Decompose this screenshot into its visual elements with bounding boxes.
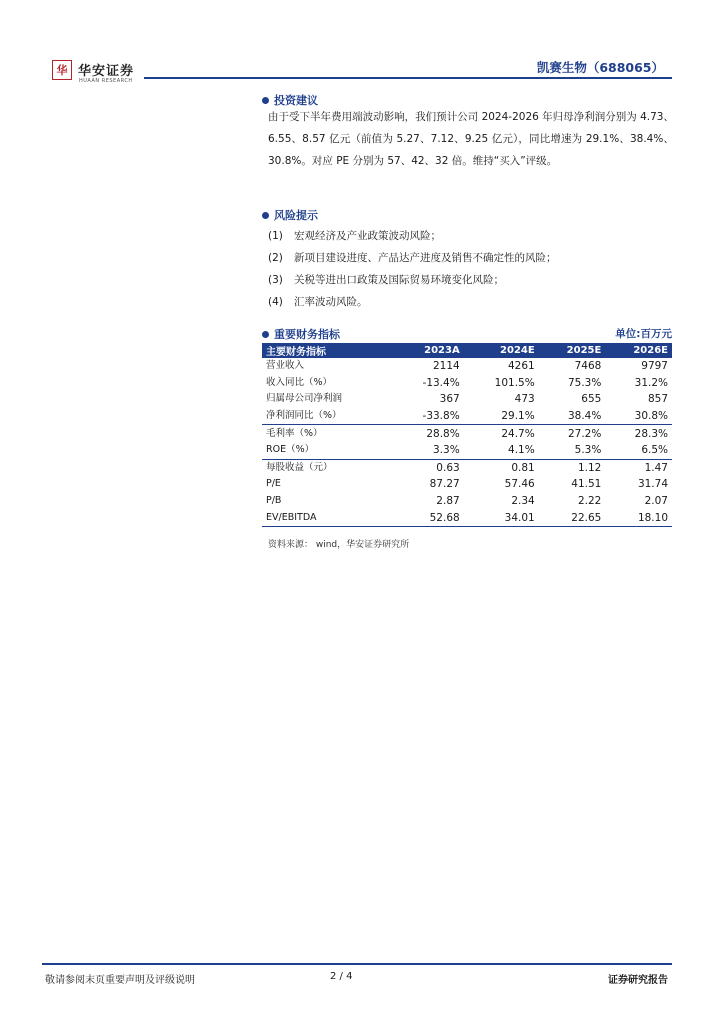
table-cell: 18.10 [605, 509, 672, 526]
table-cell: 38.4% [539, 408, 606, 425]
risk-text: 宏观经济及产业政策波动风险； [294, 230, 441, 242]
risk-title-text: 风险提示 [274, 209, 318, 222]
table-cell: 87.27 [429, 478, 460, 491]
table-cell: 2.22 [577, 495, 602, 508]
table-cell: 2.87 [436, 495, 460, 508]
table-row [262, 476, 672, 493]
table-cell: 0.63 [436, 461, 460, 474]
list-item [268, 225, 674, 247]
logo-subtext: HUAAN RESEARCH [79, 78, 133, 84]
table-cell: 28.8% [426, 427, 460, 440]
investment-title-text: 投资建议 [274, 94, 318, 107]
column-header: 2026E [605, 343, 672, 358]
table-cell: 22.65 [539, 509, 606, 526]
table-row [262, 358, 672, 375]
list-item [268, 269, 674, 291]
row-label: 每股收益（元） [266, 461, 333, 473]
column-header: 主要财务指标 [262, 343, 393, 358]
table-cell: 9797 [641, 360, 668, 373]
column-header: 2025E [539, 343, 606, 358]
table-cell: 655 [581, 393, 602, 406]
risk-list [268, 225, 674, 313]
page-number: 2 / 4 [330, 971, 353, 982]
table-cell: 3.3% [393, 442, 464, 459]
table-cell: 28.3% [634, 427, 668, 440]
risk-text: 新项目建设进度、产品达产进度及销售不确定性的风险； [294, 252, 557, 264]
list-item [268, 247, 674, 269]
risk-number: (4) [268, 296, 283, 308]
bullet-icon [262, 97, 269, 104]
table-cell: 0.81 [511, 461, 535, 474]
table-cell: 4261 [507, 360, 535, 373]
table-cell: 1.47 [644, 461, 668, 474]
row-label: 收入同比（%） [266, 376, 333, 388]
table-row [262, 442, 672, 459]
row-label: 营业收入 [266, 360, 305, 372]
table-row [262, 493, 672, 510]
table-row [262, 408, 672, 425]
table-cell: 4.1% [464, 442, 539, 459]
table-cell: 57.46 [504, 478, 535, 491]
column-header: 2023A [393, 343, 464, 358]
table-row [262, 375, 672, 392]
table-row [262, 425, 672, 442]
table-cell: 7468 [574, 360, 602, 373]
bullet-icon [262, 212, 269, 219]
table-cell: 1.12 [577, 461, 602, 474]
table-cell: 34.01 [464, 509, 539, 526]
table-cell: -13.4% [422, 376, 460, 389]
table-cell: 75.3% [567, 376, 602, 389]
list-item [268, 291, 674, 313]
unit-label: 单位:百万元 [615, 328, 672, 340]
table-cell: 5.3% [539, 442, 606, 459]
risk-section-title [262, 207, 318, 223]
row-label: 毛利率（%） [266, 427, 323, 439]
company-title: 凯赛生物（688065） [536, 60, 664, 75]
report-type: 证券研究报告 [608, 975, 668, 986]
row-label: 净利润同比（%） [262, 408, 393, 425]
footer-divider [42, 963, 672, 965]
column-header: 2024E [464, 343, 539, 358]
risk-number: (3) [268, 274, 283, 286]
row-label: 归属母公司净利润 [266, 393, 343, 405]
row-label: EV/EBITDA [262, 509, 393, 526]
disclaimer-note: 敬请参阅末页重要声明及评级说明 [45, 975, 195, 986]
investment-paragraph: 由于受下半年费用端波动影响，我们预计公司 2024-2026 年归母净利润分别为 4.73、6.55、8.57 亿元（前值为 5.27、7.12、9.25 亿元），同比增速为 29.1%、38.4%、30.8%。对应 PE 分别为 57、42、32 倍。维持“买入”评级。 [268, 111, 674, 167]
table-cell: -33.8% [393, 408, 464, 425]
table-cell: 367 [439, 393, 460, 406]
table-cell: 857 [647, 393, 668, 406]
table-cell: 27.2% [567, 427, 602, 440]
table-cell: 2.07 [644, 495, 668, 508]
table-row [262, 509, 672, 526]
header-divider [144, 77, 672, 79]
table-row [262, 459, 672, 476]
risk-number: (1) [268, 230, 283, 242]
page-header [52, 58, 672, 88]
table-cell: 30.8% [605, 408, 672, 425]
logo-text: 华安证券 [78, 64, 135, 79]
table-cell: 29.1% [464, 408, 539, 425]
table-cell: 2.34 [511, 495, 535, 508]
row-label: P/B [266, 495, 282, 507]
financial-table [262, 343, 672, 527]
table-header-row [262, 343, 672, 358]
table-cell: 101.5% [494, 376, 535, 389]
table-cell: 31.74 [637, 478, 668, 491]
risk-number: (2) [268, 252, 283, 264]
logo-icon: 华 [52, 60, 72, 80]
row-label: ROE（%） [262, 442, 393, 459]
table-cell: 473 [514, 393, 535, 406]
table-cell: 41.51 [571, 478, 602, 491]
table-cell: 31.2% [634, 376, 668, 389]
table-cell: 2114 [432, 360, 460, 373]
table-cell: 24.7% [501, 427, 535, 440]
table-cell: 52.68 [393, 509, 464, 526]
table-cell: 6.5% [605, 442, 672, 459]
source-note: 资料来源： wind，华安证券研究所 [268, 540, 410, 550]
row-label: P/E [266, 478, 281, 490]
risk-text: 汇率波动风险。 [294, 296, 368, 308]
financials-header [262, 326, 672, 340]
table-row [262, 391, 672, 408]
financials-title-text: 重要财务指标 [274, 328, 340, 341]
risk-text: 关税等进出口政策及国际贸易环境变化风险； [294, 274, 504, 286]
